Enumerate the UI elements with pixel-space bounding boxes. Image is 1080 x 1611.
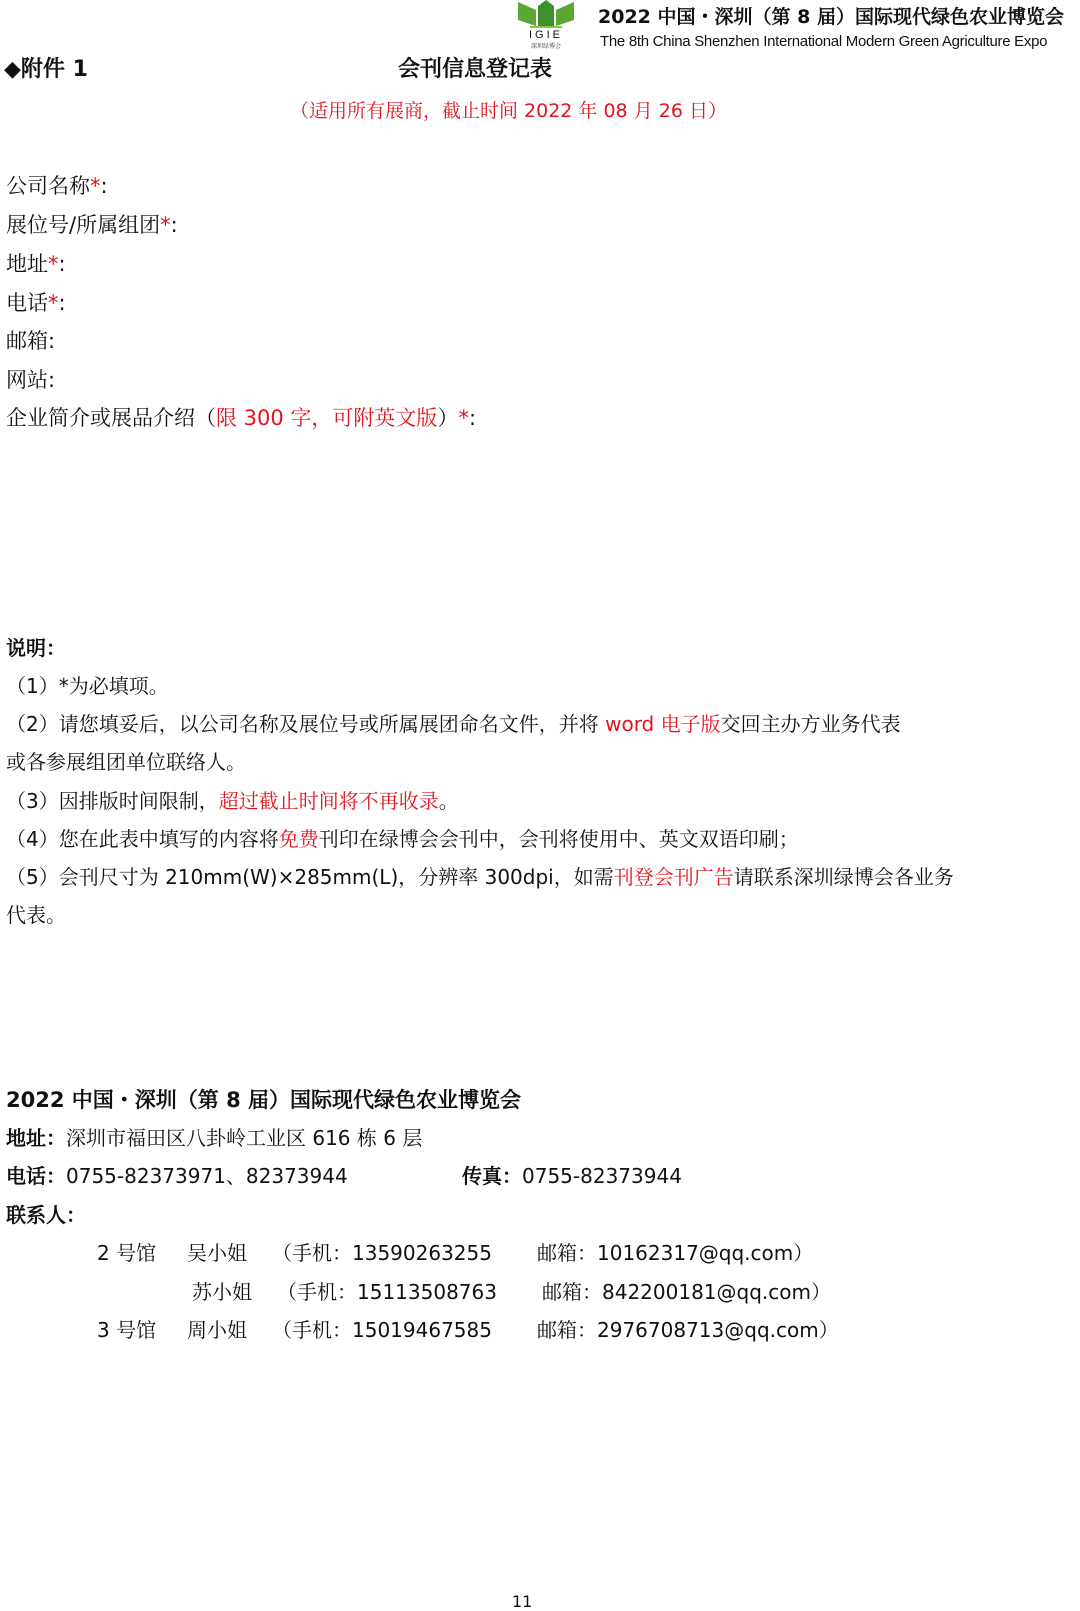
address-label: 地址： (6, 1126, 66, 1150)
colon: : (468, 406, 477, 430)
note-highlight: 超过截止时间将不再收录 (218, 789, 439, 813)
leaf-book-icon (518, 0, 574, 28)
required-mark: * (48, 252, 59, 276)
intro-close: ） (437, 406, 459, 430)
note-highlight: 免费 (278, 827, 319, 851)
field-intro (6, 402, 476, 432)
contact-email: 邮箱：10162317@qq.com） (537, 1241, 814, 1265)
notes-heading: 说明： (6, 636, 66, 660)
contact-hall: 2 号馆 (97, 1241, 157, 1265)
note-text: 请联系深圳绿博会各业务 (733, 865, 954, 889)
contact-fax (462, 1160, 682, 1189)
note-text: 交回主办方业务代表 (720, 712, 901, 736)
note-highlight: 刊登会刊广告 (613, 865, 734, 889)
header-title-cn: 2022 中国・深圳（第 8 届）国际现代绿色农业博览会 (598, 6, 1064, 28)
phone-label: 电话： (6, 1164, 66, 1188)
field-label: 公司名称 (6, 174, 90, 198)
field-company-name (6, 170, 108, 200)
field-address (6, 248, 66, 278)
field-label: 展位号/所属组团 (6, 213, 161, 237)
contact-hall: 3 号馆 (97, 1318, 157, 1342)
note-text: （2）请您填妥后，以公司名称及展位号或所属展团命名文件，并将 (6, 712, 606, 736)
colon: : (58, 291, 66, 315)
note-item-3 (6, 785, 459, 814)
note-item-2 (6, 708, 901, 737)
note-item-4 (6, 823, 799, 852)
igie-logo (510, 0, 582, 50)
field-website: 网站: (6, 368, 56, 392)
contact-name: 苏小姐 (192, 1280, 252, 1304)
note-text: （4）您在此表中填写的内容将 (6, 827, 279, 851)
intro-limit: 限 300 字，可附英文版 (216, 406, 438, 430)
required-mark: * (160, 213, 171, 237)
note-item-5-cont: 代表。 (6, 903, 66, 927)
note-text: （3）因排版时间限制， (6, 789, 219, 813)
fax-label: 传真： (462, 1164, 522, 1188)
field-label: 地址 (6, 252, 48, 276)
note-item-1: （1）*为必填项。 (6, 674, 169, 698)
contacts-label: 联系人： (6, 1203, 86, 1227)
logo-subtext: 深圳绿博会 (530, 43, 562, 50)
page-number: 11 (512, 1592, 533, 1611)
note-text: 。 (438, 789, 459, 813)
logo-text: IGIE (528, 29, 564, 41)
fax-value: 0755-82373944 (522, 1164, 682, 1188)
note-text: 刊印在绿博会会刊中，会刊将使用中、英文双语印刷； (318, 827, 799, 851)
contact-email: 邮箱：842200181@qq.com） (542, 1280, 831, 1304)
note-text: （5）会刊尺寸为 210mm(W)×285mm(L)，分辨率 300dpi，如需 (6, 865, 614, 889)
note-highlight: word 电子版 (605, 712, 721, 736)
header-title-en: The 8th China Shenzhen International Modern Green Agriculture Expo (600, 33, 1048, 50)
required-mark: * (48, 291, 59, 315)
note-item-5 (6, 861, 954, 890)
deadline-note: （适用所有展商，截止时间 2022 年 08 月 26 日） (290, 100, 727, 122)
colon: : (58, 252, 66, 276)
field-email: 邮箱: (6, 329, 56, 353)
colon: : (100, 174, 108, 198)
field-booth-group (6, 209, 178, 239)
field-label: 电话 (6, 291, 48, 315)
field-phone (6, 287, 66, 317)
note-item-2-cont: 或各参展组团单位联络人。 (6, 750, 246, 774)
contact-mobile: （手机：13590263255 (272, 1241, 492, 1265)
required-mark: * (458, 406, 469, 430)
contact-name: 周小姐 (187, 1318, 247, 1342)
contact-name: 吴小姐 (187, 1241, 247, 1265)
contact-email: 邮箱：2976708713@qq.com） (537, 1318, 839, 1342)
address-value: 深圳市福田区八卦岭工业区 616 栋 6 层 (66, 1126, 423, 1150)
contact-mobile: （手机：15019467585 (272, 1318, 492, 1342)
colon: : (170, 213, 178, 237)
contact-address (6, 1122, 422, 1151)
expo-name: 2022 中国・深圳（第 8 届）国际现代绿色农业博览会 (6, 1088, 521, 1112)
form-title: 会刊信息登记表 (398, 57, 553, 82)
field-label: 企业简介或展品介绍（ (6, 406, 216, 430)
contact-phone (6, 1160, 348, 1189)
contact-mobile: （手机：15113508763 (277, 1280, 497, 1304)
attachment-label: ◆附件 1 (4, 57, 88, 82)
phone-value: 0755-82373971、82373944 (66, 1164, 348, 1188)
required-mark: * (90, 174, 101, 198)
